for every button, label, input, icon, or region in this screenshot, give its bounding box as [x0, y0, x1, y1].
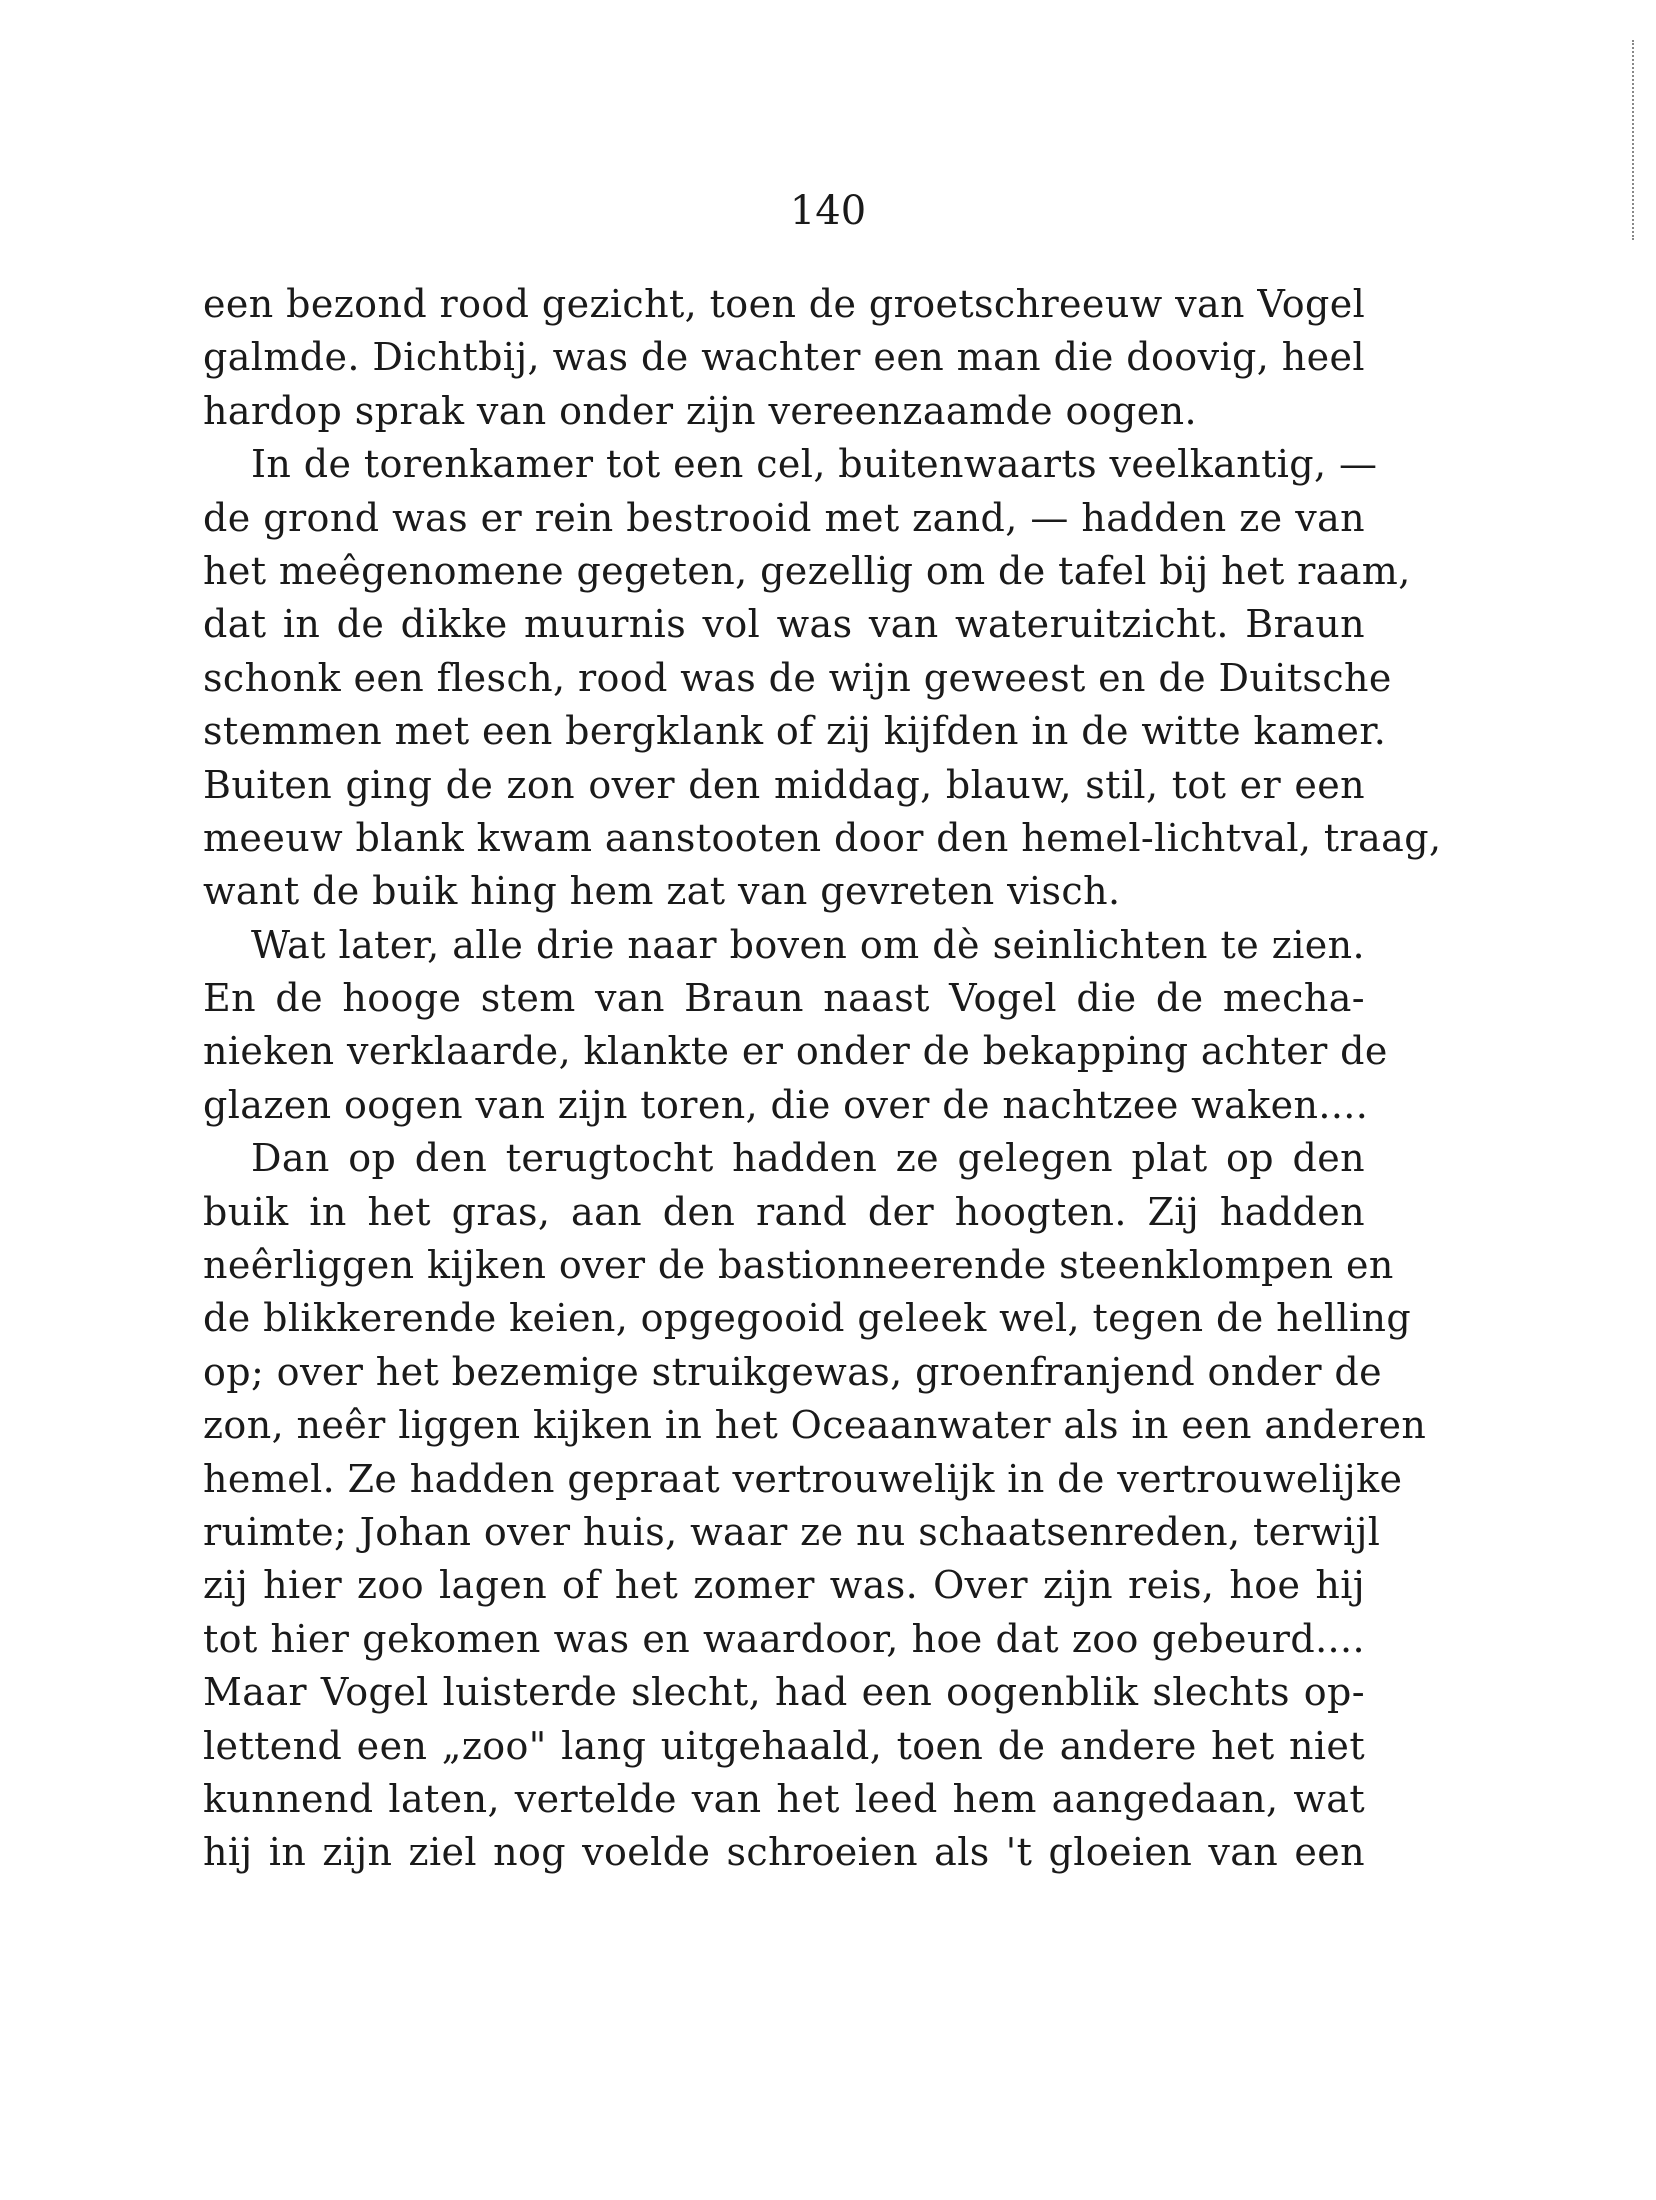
text-line: glazen oogen van zijn toren, die over de nachtzee waken.... — [203, 1082, 1369, 1127]
text-line: een bezond rood gezicht, toen de groetschreeuw van Vogel — [203, 282, 1366, 326]
text-line: hardop sprak van onder zijn vereenzaamde oogen. — [203, 388, 1197, 433]
text-line: kunnend laten, vertelde van het leed hem aangedaan, wat — [203, 1776, 1365, 1821]
text-line: de grond was er rein bestrooid met zand, — hadden ze van — [203, 495, 1365, 540]
text-line: Maar Vogel luisterde slecht, had een oogenblik slechts op- — [203, 1670, 1365, 1715]
page-number: 140 — [789, 188, 867, 234]
text-line: want de buik hing hem zat van gevreten visch. — [203, 869, 1121, 914]
body-text — [203, 278, 1442, 1880]
text-line: stemmen met een bergklank of zij kijfden in de witte kamer. — [203, 709, 1387, 754]
text-line: ruimte; Johan over huis, waar ze nu schaatsenreden, terwijl — [203, 1509, 1381, 1554]
text-line: tot hier gekomen was en waardoor, hoe dat zoo gebeurd.... — [203, 1616, 1365, 1661]
text-line: zon, neêr liggen kijken in het Oceaanwater als in een anderen — [203, 1403, 1427, 1448]
text-line: meeuw blank kwam aanstooten door den hemel-lichtval, traag, — [203, 815, 1442, 860]
text-line: hij in zijn ziel nog voelde schroeien als 't gloeien van een — [203, 1830, 1365, 1875]
text-line: het meêgenomene gegeten, gezellig om de tafel bij het raam, — [203, 548, 1411, 593]
text-line: zij hier zoo lagen of het zomer was. Over zijn reis, hoe hij — [203, 1563, 1365, 1608]
text-line: dat in de dikke muurnis vol was van wateruitzicht. Braun — [203, 602, 1365, 647]
text-line: Wat later, alle drie naar boven om dè seinlichten te zien. — [251, 922, 1365, 967]
text-line: hemel. Ze hadden gepraat vertrouwelijk in de vertrouwelijke — [203, 1456, 1403, 1501]
text-line: Dan op den terugtocht hadden ze gelegen plat op den — [251, 1136, 1365, 1181]
text-line: Buiten ging de zon over den middag, blauw, stil, tot er een — [203, 762, 1365, 807]
text-line: op; over het bezemige struikgewas, groenfranjend onder de — [203, 1349, 1382, 1394]
text-line: nieken verklaarde, klankte er onder de bekapping achter de — [203, 1029, 1388, 1074]
text-line: En de hooge stem van Braun naast Vogel die de mecha- — [203, 976, 1365, 1021]
text-line: buik in het gras, aan den rand der hoogten. Zij hadden — [203, 1189, 1365, 1234]
text-line: de blikkerende keien, opgegooid geleek wel, tegen de helling — [203, 1296, 1412, 1341]
text-line: In de torenkamer tot een cel, buitenwaarts veelkantig, — — [251, 442, 1378, 487]
text-line: schonk een flesch, rood was de wijn geweest en de Duitsche — [203, 655, 1392, 700]
text-line: neêrliggen kijken over de bastionneerende steenklompen en — [203, 1243, 1394, 1288]
text-line: lettend een „zoo" lang uitgehaald, toen de andere het niet — [203, 1723, 1365, 1768]
text-line: galmde. Dichtbij, was de wachter een man die doovig, heel — [203, 335, 1365, 380]
